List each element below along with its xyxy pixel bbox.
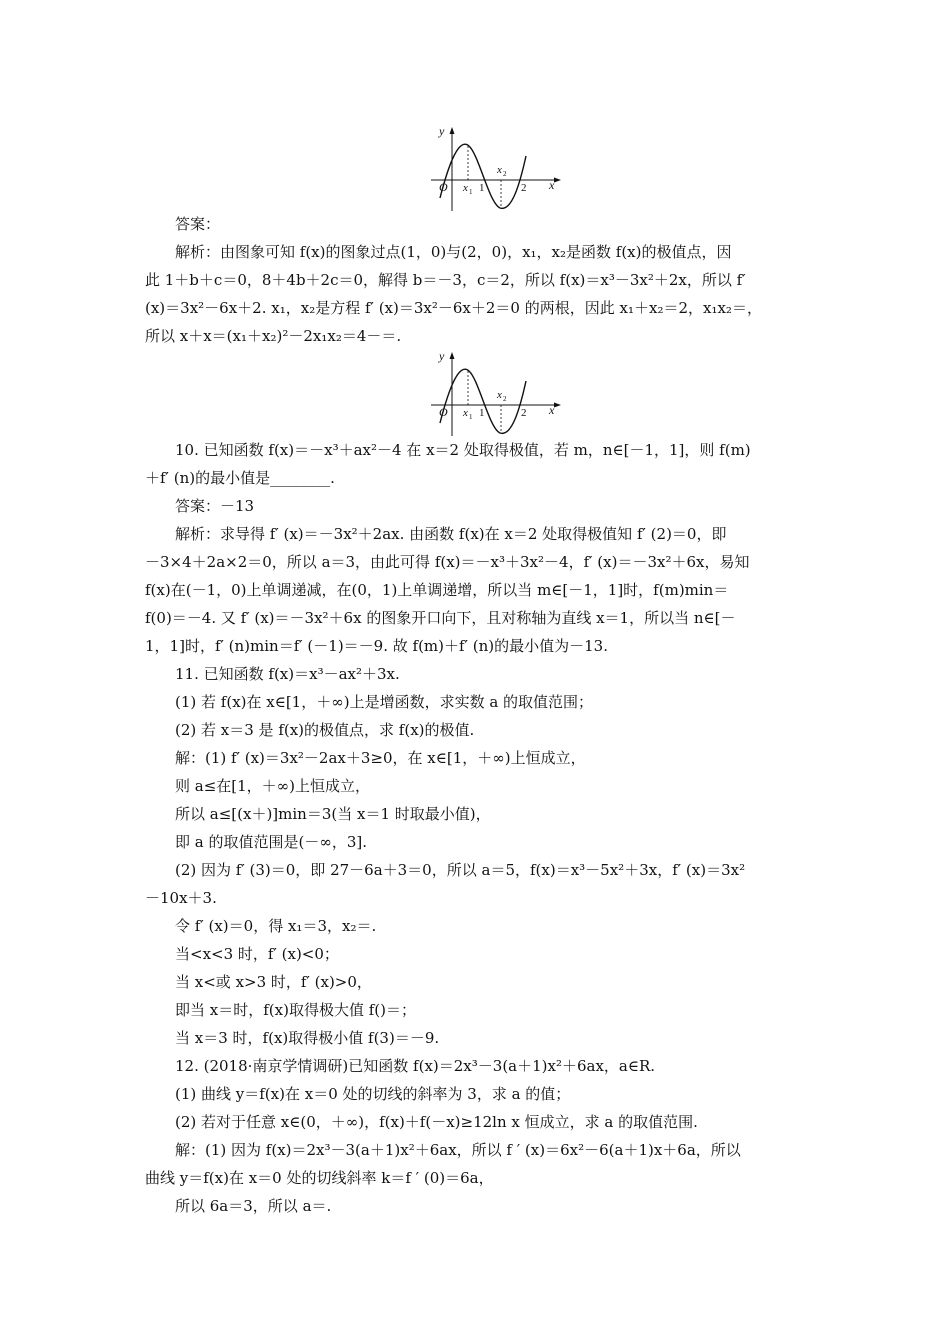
origin-label: O bbox=[439, 180, 448, 194]
y-axis-arrow bbox=[450, 127, 455, 134]
solution-line: 令 f′ (x)＝0，得 x₁＝3，x₂＝. bbox=[175, 917, 377, 935]
function-graph-figure bbox=[425, 123, 565, 215]
solution-line: 当 x＝3 时，f(x)取得极小值 f(3)＝－9. bbox=[175, 1029, 440, 1047]
x2-subscript: 2 bbox=[503, 170, 507, 178]
answer-label-1: 答案： bbox=[175, 215, 221, 233]
solution-line: 曲线 y＝f(x)在 x＝0 处的切线斜率 k＝f ′ (0)＝6a， bbox=[145, 1169, 494, 1187]
cubic-curve-graph bbox=[425, 123, 565, 215]
problem-10-statement: ＋f′ (n)的最小值是________. bbox=[145, 469, 335, 487]
x2-subscript: 2 bbox=[503, 395, 507, 403]
solution-line: －10x＋3. bbox=[145, 889, 217, 907]
x2-label: x bbox=[497, 164, 502, 176]
solution-line: 当 x<或 x>3 时，f′ (x)>0， bbox=[175, 973, 372, 991]
problem-12-part1: (1) 曲线 y＝f(x)在 x＝0 处的切线的斜率为 3，求 a 的值； bbox=[175, 1085, 571, 1103]
x-axis-arrow bbox=[554, 178, 561, 183]
curve-path bbox=[440, 369, 526, 433]
x-axis-label: x bbox=[549, 178, 555, 192]
solution-line: f(0)＝－4. 又 f′ (x)＝－3x²＋6x 的图象开口向下，且对称轴为直线 x＝1，所以当 n∈[－ bbox=[145, 609, 736, 627]
solution-line: 解：(1) f′ (x)＝3x²－2ax＋3≥0，在 x∈[1，＋∞)上恒成立， bbox=[175, 749, 586, 767]
cubic-curve-graph bbox=[425, 348, 565, 440]
x1-subscript: 1 bbox=[469, 188, 473, 196]
curve-path bbox=[440, 144, 526, 208]
y-axis-label: y bbox=[439, 349, 445, 363]
x1-label: x bbox=[463, 182, 468, 194]
answer-label-10: 答案：－13 bbox=[175, 497, 255, 515]
solution-line: 解：(1) 因为 f(x)＝2x³－3(a＋1)x²＋6ax，所以 f ′ (x)＝6x²－6(a＋1)x＋6a，所以 bbox=[175, 1141, 741, 1159]
tick-2-label: 2 bbox=[521, 407, 527, 419]
analysis-line: 此 1＋b＋c＝0，8＋4b＋2c＝0，解得 b＝－3，c＝2，所以 f(x)＝x³－3x²＋2x，所以 f′ bbox=[145, 271, 746, 289]
solution-line: 即当 x＝时，f(x)取得极大值 f()＝； bbox=[175, 1001, 416, 1019]
analysis-line: (x)＝3x²－6x＋2. x₁，x₂是方程 f′ (x)＝3x²－6x＋2＝0 的两根，因此 x₁＋x₂＝2，x₁x₂＝， bbox=[145, 299, 762, 317]
x2-label: x bbox=[497, 389, 502, 401]
problem-11-statement: 11. 已知函数 f(x)＝x³－ax²＋3x. bbox=[175, 665, 400, 683]
function-graph-figure-repeat bbox=[425, 348, 565, 440]
y-axis-label: y bbox=[439, 124, 445, 138]
y-axis-arrow bbox=[450, 352, 455, 359]
tick-1-label: 1 bbox=[479, 407, 485, 419]
solution-line: f(x)在(－1，0)上单调递减，在(0，1)上单调递增，所以当 m∈[－1，1]时，f(m)min＝ bbox=[145, 581, 729, 599]
problem-12-part2: (2) 若对于任意 x∈(0，＋∞)，f(x)＋f(－x)≥12ln x 恒成立，求 a 的取值范围. bbox=[175, 1113, 698, 1131]
problem-12-statement: 12. (2018·南京学情调研)已知函数 f(x)＝2x³－3(a＋1)x²＋6ax，a∈R. bbox=[175, 1057, 656, 1075]
solution-line: 当<x<3 时，f′ (x)<0； bbox=[175, 945, 339, 963]
problem-11-part1: (1) 若 f(x)在 x∈[1，＋∞)上是增函数，求实数 a 的取值范围； bbox=[175, 693, 594, 711]
x1-label: x bbox=[463, 407, 468, 419]
solution-line: 所以 a≤[(x＋)]min＝3(当 x＝1 时取最小值)， bbox=[175, 805, 491, 823]
problem-11-part2: (2) 若 x＝3 是 f(x)的极值点，求 f(x)的极值. bbox=[175, 721, 475, 739]
solution-line: 则 a≤在[1，＋∞)上恒成立， bbox=[175, 777, 371, 795]
solution-line: 解析：求导得 f′ (x)＝－3x²＋2ax. 由函数 f(x)在 x＝2 处取得极值知 f′ (2)＝0，即 bbox=[175, 525, 727, 543]
problem-10-statement: 10. 已知函数 f(x)＝－x³＋ax²－4 在 x＝2 处取得极值，若 m，n∈[－1，1]，则 f(m) bbox=[175, 441, 751, 459]
origin-label: O bbox=[439, 405, 448, 419]
solution-line: 所以 6a＝3，所以 a＝. bbox=[175, 1197, 332, 1215]
x1-subscript: 1 bbox=[469, 413, 473, 421]
analysis-line: 解析：由图象可知 f(x)的图象过点(1，0)与(2，0)，x₁，x₂是函数 f(x)的极值点，因 bbox=[175, 243, 732, 261]
solution-line: (2) 因为 f′ (3)＝0，即 27－6a＋3＝0，所以 a＝5，f(x)＝x³－5x²＋3x，f′ (x)＝3x² bbox=[175, 861, 746, 879]
analysis-line: 所以 x＋x＝(x₁＋x₂)²－2x₁x₂＝4－＝. bbox=[145, 327, 402, 345]
tick-1-label: 1 bbox=[479, 182, 485, 194]
solution-line: －3×4＋2a×2＝0，所以 a＝3，由此可得 f(x)＝－x³＋3x²－4，f′ (x)＝－3x²＋6x，易知 bbox=[145, 553, 750, 571]
tick-2-label: 2 bbox=[521, 182, 527, 194]
solution-line: 即 a 的取值范围是(－∞，3]. bbox=[175, 833, 367, 851]
solution-line: 1，1]时，f′ (n)min＝f′ (－1)＝－9. 故 f(m)＋f′ (n)的最小值为－13. bbox=[145, 637, 608, 655]
x-axis-label: x bbox=[549, 403, 555, 417]
x-axis-arrow bbox=[554, 403, 561, 408]
